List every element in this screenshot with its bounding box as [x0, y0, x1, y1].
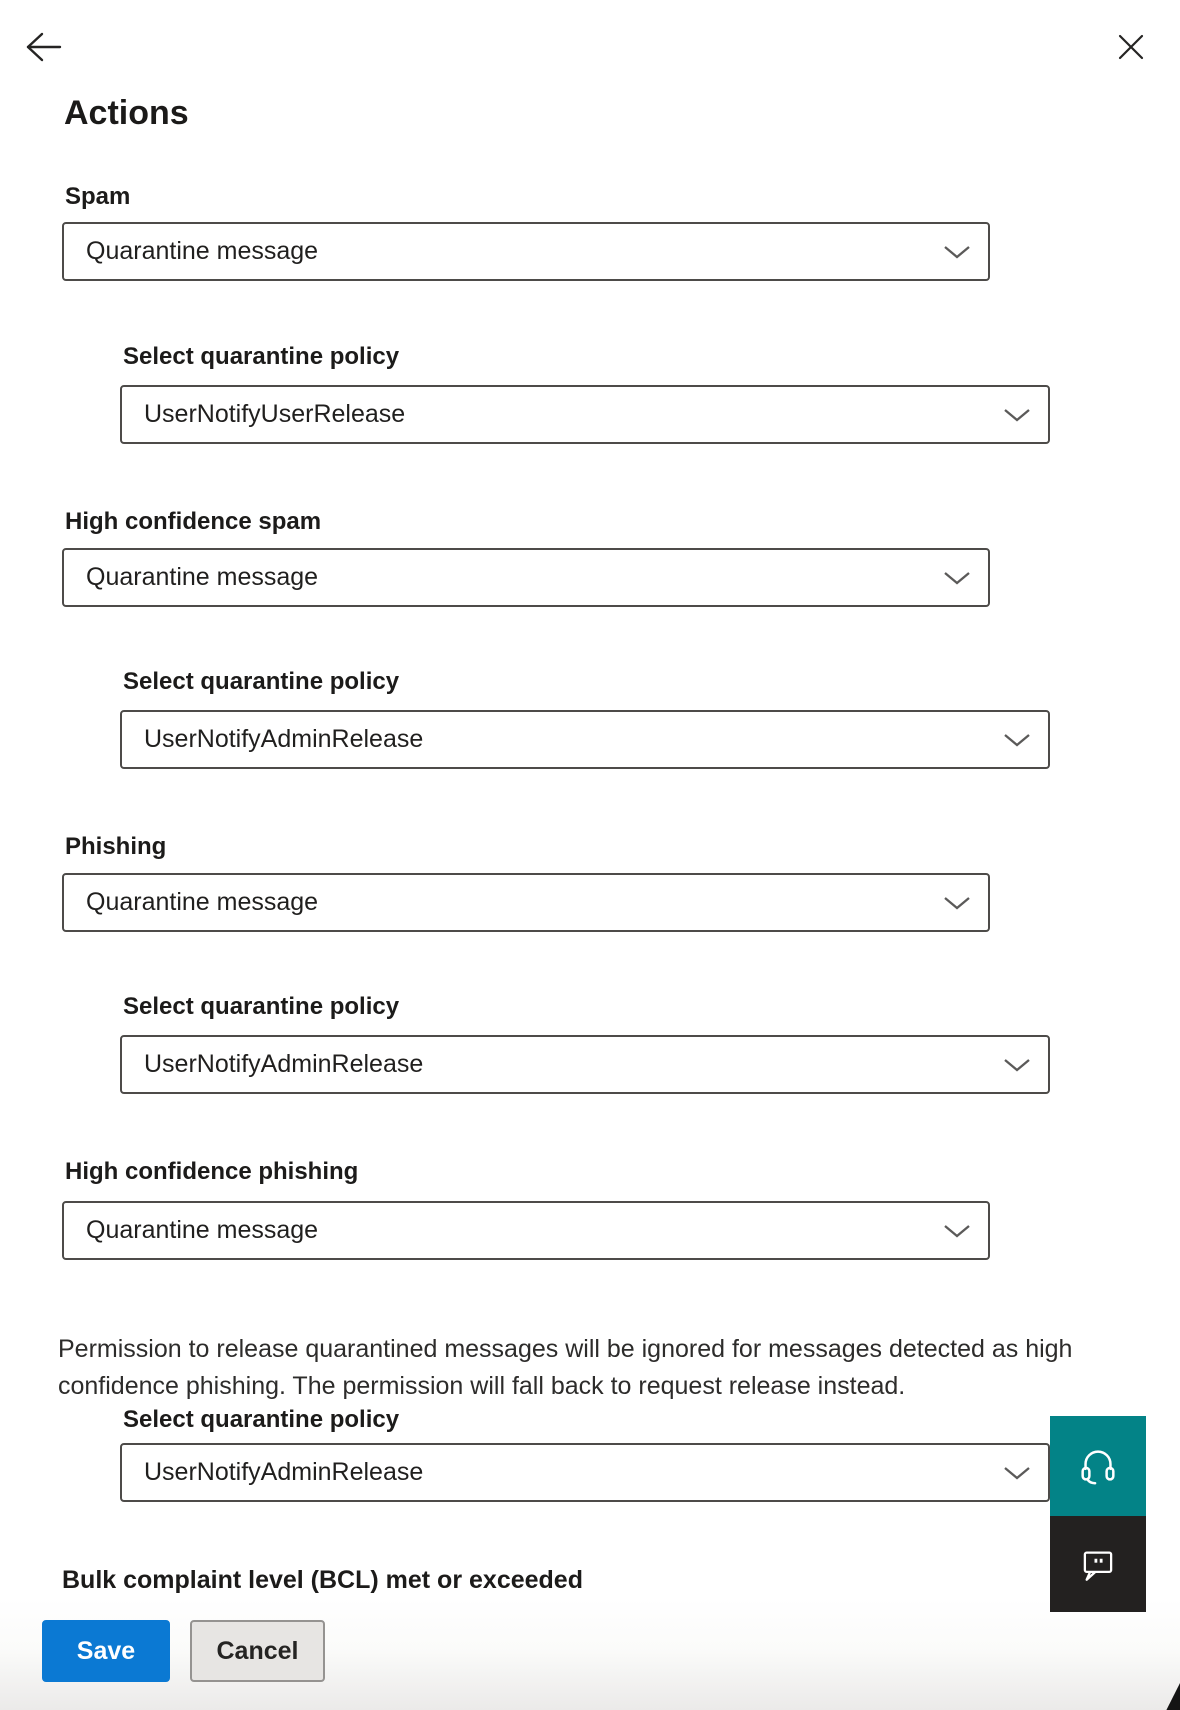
spam-policy-value: UserNotifyUserRelease: [144, 400, 406, 428]
footer-bar: [0, 1598, 1180, 1710]
phishing-policy-select[interactable]: [120, 1035, 1050, 1094]
high-confidence-spam-label: High confidence spam: [65, 508, 322, 535]
high-confidence-spam-action-value: Quarantine message: [86, 563, 319, 591]
high-confidence-spam-action-select[interactable]: [62, 548, 990, 607]
close-button[interactable]: [1112, 28, 1150, 66]
high-confidence-phishing-label: High confidence phishing: [65, 1158, 359, 1185]
chevron-down-icon: [1002, 1465, 1032, 1481]
chevron-down-icon: [942, 1223, 972, 1239]
high-confidence-phishing-action-select[interactable]: [62, 1201, 990, 1260]
spam-policy-select[interactable]: [120, 385, 1050, 444]
page-title: Actions: [64, 94, 189, 132]
high-confidence-spam-policy-label: Select quarantine policy: [123, 668, 400, 695]
phishing-action-select[interactable]: [62, 873, 990, 932]
cancel-button[interactable]: Cancel: [190, 1620, 325, 1682]
close-icon: [1116, 32, 1146, 62]
chevron-down-icon: [1002, 1057, 1032, 1073]
help-button[interactable]: [1050, 1416, 1146, 1516]
high-confidence-phishing-policy-select[interactable]: [120, 1443, 1050, 1502]
chevron-down-icon: [1002, 407, 1032, 423]
spam-label: Spam: [65, 183, 131, 210]
headset-icon: [1075, 1443, 1121, 1489]
chevron-down-icon: [942, 895, 972, 911]
high-confidence-phishing-policy-label: Select quarantine policy: [123, 1406, 400, 1433]
phishing-policy-label: Select quarantine policy: [123, 993, 400, 1020]
back-arrow-icon: [24, 31, 62, 63]
phishing-policy-value: UserNotifyAdminRelease: [144, 1050, 424, 1078]
spam-action-value: Quarantine message: [86, 237, 319, 265]
bulk-complaint-level-label: Bulk complaint level (BCL) met or exceeded: [62, 1566, 583, 1594]
high-confidence-phishing-policy-value: UserNotifyAdminRelease: [144, 1458, 424, 1486]
chevron-down-icon: [942, 570, 972, 586]
phishing-action-value: Quarantine message: [86, 888, 319, 916]
phishing-label: Phishing: [65, 833, 167, 860]
chat-icon: [1077, 1543, 1119, 1585]
save-button[interactable]: Save: [42, 1620, 170, 1682]
high-confidence-phishing-action-value: Quarantine message: [86, 1216, 319, 1244]
high-confidence-spam-policy-value: UserNotifyAdminRelease: [144, 725, 424, 753]
back-button[interactable]: [22, 28, 64, 66]
high-confidence-spam-policy-select[interactable]: [120, 710, 1050, 769]
spam-policy-label: Select quarantine policy: [123, 343, 400, 370]
spam-action-select[interactable]: [62, 222, 990, 281]
chevron-down-icon: [1002, 732, 1032, 748]
feedback-button[interactable]: [1050, 1516, 1146, 1612]
high-confidence-phishing-note: Permission to release quarantined messages will be ignored for messages detected as high confidence phishing. The permission will fall back to request release instead.: [58, 1335, 1073, 1400]
chevron-down-icon: [942, 244, 972, 260]
